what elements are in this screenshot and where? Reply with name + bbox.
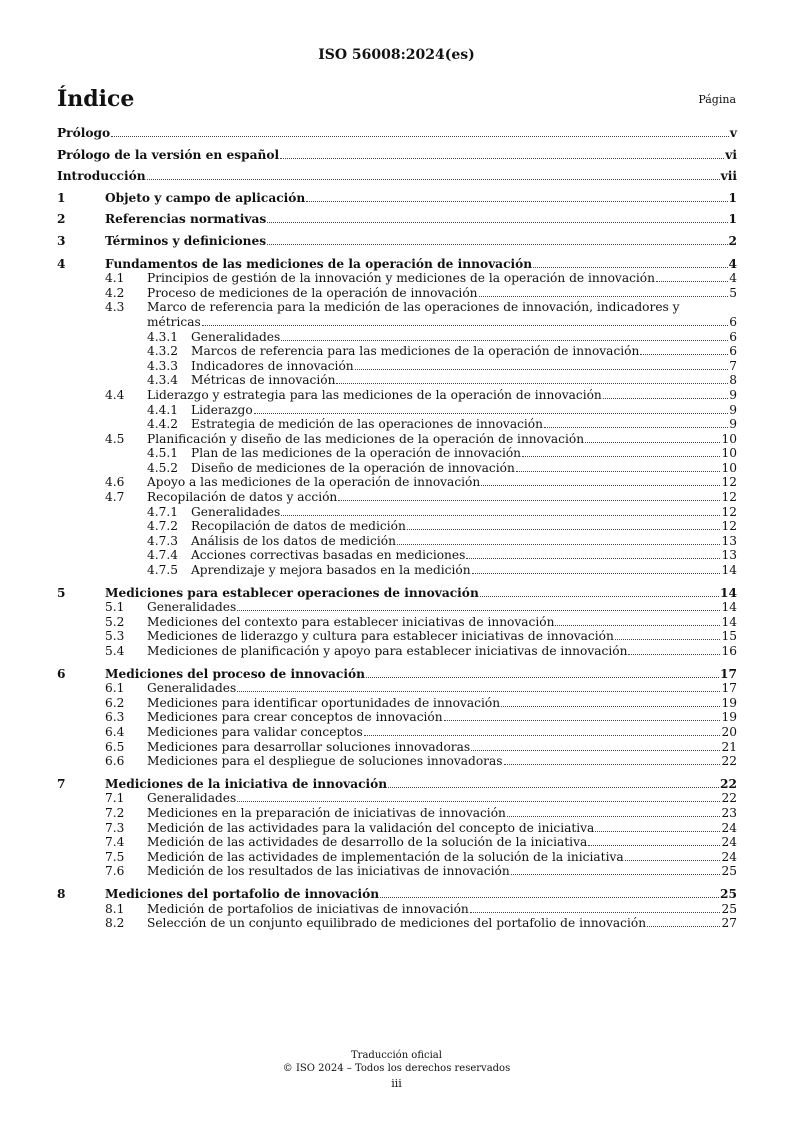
toc-entry-page: 12	[721, 519, 737, 534]
toc-entry[interactable]	[57, 191, 737, 206]
toc-entry[interactable]	[57, 916, 737, 931]
toc-entry-title: Generalidades	[147, 791, 237, 806]
table-of-contents	[57, 126, 737, 931]
toc-entry[interactable]	[57, 212, 737, 227]
toc-entry-page: 9	[729, 417, 737, 432]
toc-entry-page: 10	[721, 431, 737, 446]
toc-entry-page: vii	[720, 169, 737, 184]
dot-leader	[544, 427, 728, 428]
toc-entry-title: Métricas de innovación	[191, 373, 336, 388]
dot-leader	[237, 610, 720, 611]
toc-entry-number: 4.3.3	[147, 358, 179, 373]
toc-entry[interactable]	[57, 271, 737, 286]
toc-entry-number: 7.2	[105, 805, 125, 820]
toc-entry-page: 19	[721, 710, 737, 725]
toc-entry-title: Mediciones del proceso de innovación	[105, 666, 365, 681]
page-column-label: Página	[698, 93, 736, 106]
toc-entry-title: Liderazgo	[191, 402, 253, 417]
toc-entry-number: 7.3	[105, 820, 125, 835]
toc-entry-title: Mediciones para identificar oportunidades de innovación	[147, 695, 501, 710]
toc-entry[interactable]	[57, 835, 737, 850]
dot-leader	[625, 860, 721, 861]
toc-entry-page: 8	[729, 373, 737, 388]
toc-entry-page: 17	[721, 681, 737, 696]
toc-entry-page: 21	[721, 739, 737, 754]
toc-entry[interactable]	[57, 725, 737, 740]
toc-entry[interactable]	[57, 850, 737, 865]
page-title: Índice	[57, 86, 135, 112]
toc-entry-title: Medición de las actividades para la validación del concepto de iniciativa	[147, 820, 595, 835]
dot-leader	[507, 816, 721, 817]
toc-entry-number: 4.3.2	[147, 344, 179, 359]
dot-leader	[588, 845, 720, 846]
document-id: ISO 56008:2024(es)	[318, 47, 475, 63]
toc-entry-page: 22	[720, 776, 737, 791]
toc-entry-title: Marco de referencia para la medición de las operaciones de innovación, indicadores y	[147, 300, 680, 315]
toc-entry-title: Medición de las actividades de desarrollo de la solución de la iniciativa	[147, 835, 588, 850]
toc-entry-title: Medición de portafolios de iniciativas de innovación	[147, 901, 469, 916]
dot-leader	[470, 912, 721, 913]
toc-entry-title: Mediciones para validar conceptos	[147, 724, 363, 739]
toc-entry-number: 8	[57, 886, 66, 901]
toc-entry-number: 4.2	[105, 285, 125, 300]
toc-entry-title: Mediciones de liderazgo y cultura para establecer iniciativas de innovación	[147, 629, 614, 644]
dot-leader	[444, 720, 721, 721]
toc-entry-page: 20	[721, 724, 737, 739]
toc-entry-title: Principios de gestión de la innovación y mediciones de la operación de innovación	[147, 271, 655, 286]
toc-entry-number: 7	[57, 776, 66, 791]
toc-entry-page: 10	[721, 446, 737, 461]
dot-leader	[397, 544, 721, 545]
toc-entry-number: 8.2	[105, 916, 125, 931]
toc-entry-number: 2	[57, 212, 66, 227]
toc-entry-page: 22	[721, 754, 737, 769]
toc-entry-title: Mediciones para desarrollar soluciones innovadoras	[147, 739, 471, 754]
toc-entry-number: 6.2	[105, 695, 125, 710]
toc-entry-title: Objeto y campo de aplicación	[105, 190, 306, 205]
dot-leader	[479, 296, 729, 297]
toc-entry-title: Recopilación de datos y acción	[147, 490, 338, 505]
toc-entry-page: 4	[728, 256, 737, 271]
toc-entry-number: 4.4.2	[147, 417, 179, 432]
toc-entry[interactable]	[57, 126, 737, 141]
dot-leader	[504, 764, 721, 765]
dot-leader	[603, 398, 728, 399]
toc-entry-title-continued: métricas	[147, 314, 201, 329]
toc-entry[interactable]	[57, 740, 737, 755]
toc-entry[interactable]	[57, 615, 737, 630]
toc-entry-page: 27	[721, 916, 737, 931]
dot-leader	[366, 677, 719, 678]
toc-entry[interactable]	[57, 534, 737, 549]
toc-entry[interactable]	[57, 864, 737, 879]
toc-entry[interactable]	[57, 388, 737, 403]
toc-entry-number: 5.2	[105, 614, 125, 629]
page-footer	[0, 1050, 793, 1091]
toc-entry-title: Mediciones del contexto para establecer iniciativas de innovación	[147, 614, 555, 629]
toc-entry-page: 7	[729, 358, 737, 373]
dot-leader	[237, 801, 720, 802]
toc-entry-number: 3	[57, 233, 66, 248]
toc-entry-page: 25	[721, 864, 737, 879]
toc-entry-number: 4.5	[105, 431, 125, 446]
toc-entry-title: Análisis de los datos de medición	[191, 533, 396, 548]
dot-leader	[555, 625, 720, 626]
toc-entry[interactable]	[57, 629, 737, 644]
dot-leader	[471, 750, 720, 751]
toc-entry-page: 24	[721, 820, 737, 835]
toc-entry-page: 6	[729, 329, 737, 344]
toc-entry[interactable]	[57, 330, 737, 345]
dot-leader	[267, 244, 727, 245]
toc-entry-page: 12	[721, 490, 737, 505]
toc-entry-page: 6	[729, 314, 737, 329]
toc-entry-number: 6.3	[105, 710, 125, 725]
dot-leader	[281, 515, 720, 516]
toc-entry[interactable]	[57, 902, 737, 917]
toc-entry-title: Términos y definiciones	[105, 233, 267, 248]
toc-entry-title: Diseño de mediciones de la operación de innovación	[191, 460, 515, 475]
toc-entry-page: 25	[721, 901, 737, 916]
toc-entry-title: Proceso de mediciones de la operación de innovación	[147, 285, 478, 300]
toc-entry-page: v	[729, 126, 737, 140]
toc-entry-title: Medición de los resultados de las iniciativas de innovación	[147, 864, 510, 879]
toc-entry[interactable]	[57, 586, 737, 601]
toc-entry-number: 4.7	[105, 490, 125, 505]
toc-entry-page: 16	[721, 644, 737, 658]
toc-entry[interactable]	[57, 791, 737, 806]
toc-entry-title: Mediciones para crear conceptos de innovación	[147, 710, 443, 725]
dot-leader	[656, 281, 728, 282]
toc-entry[interactable]	[57, 563, 737, 578]
toc-entry-title: Mediciones para el despliegue de soluciones innovadoras	[147, 754, 503, 769]
toc-entry[interactable]	[57, 432, 737, 447]
dot-leader	[511, 874, 721, 875]
toc-entry[interactable]	[57, 887, 737, 902]
dot-leader	[533, 267, 727, 268]
footer-translation-note: Traducción oficial	[351, 1050, 442, 1061]
page-number: iii	[391, 1077, 402, 1090]
toc-entry[interactable]	[57, 821, 737, 836]
toc-entry-continued[interactable]	[57, 315, 737, 330]
toc-entry[interactable]	[57, 359, 737, 374]
toc-entry-title: Generalidades	[191, 329, 281, 344]
toc-entry-number: 5	[57, 585, 66, 600]
toc-entry[interactable]	[57, 286, 737, 301]
toc-entry[interactable]	[57, 169, 737, 184]
dot-leader	[585, 442, 720, 443]
toc-entry-number: 4.5.1	[147, 446, 179, 461]
toc-entry-page: 17	[720, 666, 737, 681]
dot-leader	[237, 691, 720, 692]
dot-leader	[202, 325, 728, 326]
toc-entry-page: 24	[721, 849, 737, 864]
toc-entry[interactable]	[57, 710, 737, 725]
toc-entry-title: Mediciones en la preparación de iniciativas de innovación	[147, 805, 506, 820]
toc-entry[interactable]	[57, 644, 737, 659]
dot-leader	[380, 897, 719, 898]
dot-leader	[254, 413, 729, 414]
dot-leader	[501, 706, 720, 707]
dot-leader	[516, 471, 721, 472]
toc-entry-number: 6.1	[105, 681, 125, 696]
toc-entry-number: 5.3	[105, 629, 125, 644]
toc-entry-page: 15	[721, 629, 737, 644]
toc-entry[interactable]	[57, 667, 737, 682]
toc-entry[interactable]	[57, 490, 737, 505]
toc-entry[interactable]	[57, 300, 737, 315]
toc-entry-title: Aprendizaje y mejora basados en la medición	[191, 563, 471, 578]
dot-leader	[647, 926, 720, 927]
toc-entry-number: 4.7.4	[147, 548, 179, 563]
toc-entry-title: Medición de las actividades de implementación de la solución de la iniciativa	[147, 849, 624, 864]
toc-entry[interactable]	[57, 475, 737, 490]
toc-entry-page: 12	[721, 475, 737, 490]
toc-entry-title: Marcos de referencia para las mediciones de la operación de innovación	[191, 344, 640, 359]
toc-entry-title: Apoyo a las mediciones de la operación de innovación	[147, 475, 481, 490]
toc-entry-title: Planificación y diseño de las mediciones de la operación de innovación	[147, 431, 585, 446]
toc-entry-number: 1	[57, 190, 66, 205]
toc-entry[interactable]	[57, 600, 737, 615]
dot-leader	[615, 639, 721, 640]
dot-leader	[640, 354, 728, 355]
toc-entry-number: 6	[57, 666, 66, 681]
footer-copyright: © ISO 2024 – Todos los derechos reservados	[282, 1062, 511, 1074]
dot-leader	[147, 179, 720, 180]
toc-entry-title: Indicadores de innovación	[191, 358, 354, 373]
toc-entry-number: 7.6	[105, 864, 125, 879]
toc-entry[interactable]	[57, 461, 737, 476]
toc-entry-number: 4	[57, 256, 66, 271]
toc-entry-page: 13	[721, 548, 737, 563]
toc-entry-number: 7.5	[105, 849, 125, 864]
toc-entry-number: 6.5	[105, 739, 125, 754]
toc-entry-title: Selección de un conjunto equilibrado de mediciones del portafolio de innovación	[147, 916, 647, 931]
toc-entry-page: 22	[721, 791, 737, 806]
toc-entry[interactable]	[57, 505, 737, 520]
toc-entry-page: 19	[721, 695, 737, 710]
toc-entry[interactable]	[57, 548, 737, 563]
toc-entry-page: 9	[729, 387, 737, 402]
toc-entry-title: Plan de las mediciones de la operación de innovación	[191, 446, 522, 461]
toc-entry-title: Generalidades	[191, 504, 281, 519]
toc-entry[interactable]	[57, 344, 737, 359]
toc-entry-title: Mediciones del portafolio de innovación	[105, 886, 380, 901]
toc-entry[interactable]	[57, 446, 737, 461]
toc-entry-page: 12	[721, 504, 737, 519]
toc-entry-page: 14	[721, 563, 737, 578]
toc-entry[interactable]	[57, 696, 737, 711]
toc-entry[interactable]	[57, 257, 737, 272]
toc-entry[interactable]	[57, 777, 737, 792]
toc-entry-number: 4.4.1	[147, 402, 179, 417]
toc-entry[interactable]	[57, 148, 737, 163]
toc-entry-title: Generalidades	[147, 681, 237, 696]
toc-entry-number: 4.3	[105, 300, 125, 315]
toc-entry-number: 4.6	[105, 475, 125, 490]
dot-leader	[280, 158, 724, 159]
toc-entry-number: 6.6	[105, 754, 125, 769]
toc-entry-title: Recopilación de datos de medición	[191, 519, 406, 534]
toc-entry-number: 6.4	[105, 724, 125, 739]
toc-entry[interactable]	[57, 681, 737, 696]
toc-entry-number: 4.7.3	[147, 533, 179, 548]
toc-entry[interactable]	[57, 519, 737, 534]
toc-entry-page: 2	[728, 233, 737, 248]
dot-leader	[111, 136, 729, 137]
toc-entry-page: vi	[725, 147, 737, 162]
toc-entry[interactable]	[57, 417, 737, 432]
toc-entry-page: 14	[720, 585, 737, 600]
dot-leader	[407, 529, 721, 530]
dot-leader	[466, 558, 720, 559]
toc-entry-number: 5.1	[105, 600, 125, 615]
dot-leader	[306, 201, 727, 202]
toc-entry-title: Prólogo	[57, 126, 111, 140]
dot-leader	[364, 735, 721, 736]
toc-entry-title: Introducción	[57, 169, 146, 184]
dot-leader	[522, 456, 720, 457]
dot-leader	[628, 654, 720, 655]
toc-entry[interactable]	[57, 403, 737, 418]
toc-entry-title: Estrategia de medición de las operaciones de innovación	[191, 417, 543, 432]
toc-entry-page: 24	[721, 835, 737, 850]
dot-leader	[338, 500, 720, 501]
toc-entry-title: Prólogo de la versión en español	[57, 147, 280, 162]
dot-leader	[336, 383, 728, 384]
dot-leader	[388, 787, 719, 788]
toc-entry-number: 7.1	[105, 791, 125, 806]
toc-entry-title: Generalidades	[147, 600, 237, 615]
toc-entry-page: 23	[721, 805, 737, 820]
toc-entry-title: Mediciones de la iniciativa de innovación	[105, 776, 388, 791]
toc-entry-page: 9	[729, 402, 737, 417]
dot-leader	[267, 222, 727, 223]
toc-entry-page: 1	[728, 212, 737, 227]
toc-entry-title: Liderazgo y estrategia para las mediciones de la operación de innovación	[147, 387, 602, 402]
dot-leader	[480, 596, 719, 597]
dot-leader	[281, 340, 728, 341]
toc-entry-number: 7.4	[105, 835, 125, 850]
toc-entry-page: 6	[729, 344, 737, 359]
toc-entry-title: Mediciones para establecer operaciones de innovación	[105, 585, 479, 600]
toc-entry-number: 8.1	[105, 901, 125, 916]
toc-entry-number: 4.3.4	[147, 373, 179, 388]
toc-entry[interactable]	[57, 754, 737, 769]
toc-entry-title: Mediciones de planificación y apoyo para establecer iniciativas de innovación	[147, 644, 628, 658]
dot-leader	[481, 485, 720, 486]
toc-entry[interactable]	[57, 234, 737, 249]
toc-entry-number: 4.7.2	[147, 519, 179, 534]
toc-entry-title: Referencias normativas	[105, 212, 267, 227]
toc-entry-page: 14	[721, 614, 737, 629]
toc-entry-number: 4.1	[105, 271, 125, 286]
toc-entry-number: 4.7.5	[147, 563, 179, 578]
toc-entry-page: 25	[720, 886, 737, 901]
toc-entry-page: 13	[721, 533, 737, 548]
toc-entry-title: Fundamentos de las mediciones de la operación de innovación	[105, 256, 533, 271]
toc-entry-title: Acciones correctivas basadas en mediciones	[191, 548, 466, 563]
toc-entry-number: 4.4	[105, 387, 125, 402]
dot-leader	[595, 831, 720, 832]
toc-entry-number: 4.5.2	[147, 460, 179, 475]
toc-entry[interactable]	[57, 806, 737, 821]
toc-entry[interactable]	[57, 373, 737, 388]
dot-leader	[355, 369, 729, 370]
toc-entry-number: 5.4	[105, 644, 125, 658]
toc-entry-page: 5	[729, 285, 737, 300]
dot-leader	[472, 573, 721, 574]
toc-entry-number: 4.7.1	[147, 504, 179, 519]
toc-entry-page: 1	[728, 190, 737, 205]
toc-entry-page: 10	[721, 460, 737, 475]
toc-entry-number: 4.3.1	[147, 329, 179, 344]
toc-entry-page: 14	[721, 600, 737, 615]
toc-entry-page: 4	[729, 271, 737, 286]
